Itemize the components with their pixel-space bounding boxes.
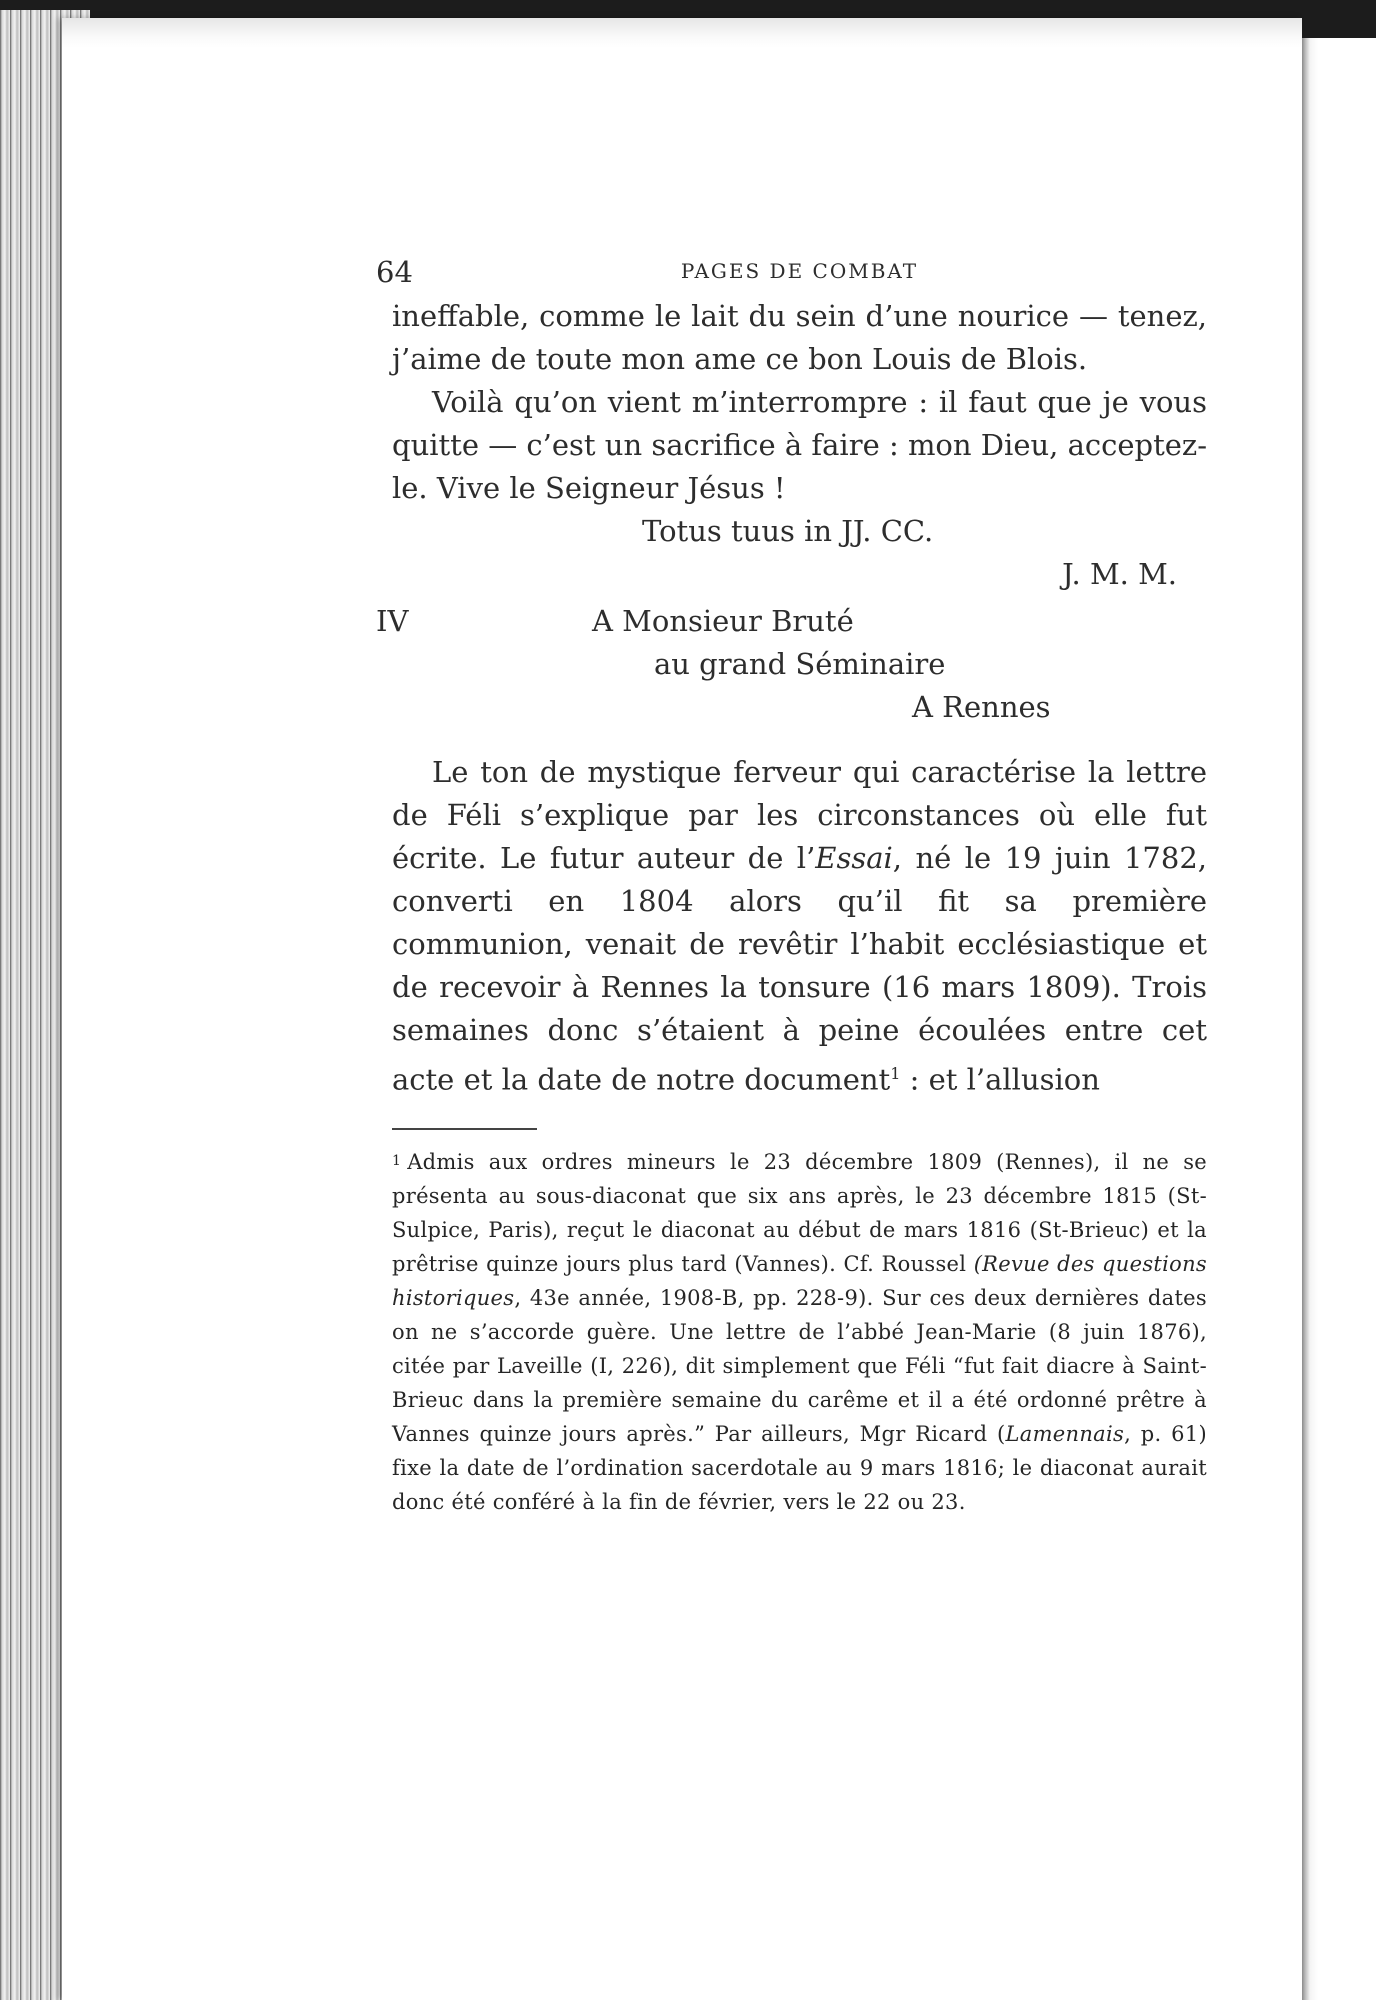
address-line-1: A Monsieur Bruté (592, 604, 854, 638)
section-number: IV (376, 604, 409, 638)
page-right-edge (1302, 38, 1376, 2000)
running-title: PAGES DE COMBAT (680, 259, 919, 283)
footnote-reference: 1 (890, 1064, 901, 1083)
commentary-text-2: , né le 19 juin 1782, converti en 1804 alors qu’il fit sa première communion, venait de revêtir l’habit ecclésiastique et de recevoir à Rennes la tonsure (16 mars 1809). Trois semaines donc s’étaient à peine écoulées entre cet acte et la date de notre document (392, 841, 1207, 1097)
page-top-edge (62, 18, 1302, 48)
letter-paragraph-2: Voilà qu’on vient m’interrompre : il faut que je vous quitte — c’est un sacrifice à faire : mon Dieu, acceptez-le. Vive le Seigneur Jésus ! (392, 385, 1207, 505)
footnote-text-3: , p. 61) fixe la date de l’ordination sacerdotale au 9 mars 1816; le diaconat aurait donc été conféré à la fin de février, vers le 22 ou 23. (392, 1421, 1207, 1514)
letter-closing: Totus tuus in JJ. CC. (642, 514, 934, 548)
commentary-title: Essai (815, 841, 893, 875)
footnote (392, 1144, 1207, 1519)
footnote-italic-2: Lamennais (1005, 1421, 1125, 1446)
letter-paragraph-1: ineffable, comme le lait du sein d’une nourice — tenez, j’aime de toute mon ame ce bon Louis de Blois. (392, 299, 1207, 376)
letter-signature: J. M. M. (1062, 557, 1177, 591)
commentary-paragraph (392, 751, 1207, 1102)
footnote-text-1: Admis aux ordres mineurs le 23 décembre 1809 (Rennes), il ne se présenta au sous-diaconat que six ans après, le 23 décembre 1815 (St-Sulpice, Paris), reçut le diaconat au début de mars 1816 (St-Brieuc) et la prêtrise quinze jours plus tard (Vannes). Cf. Roussel (392, 1149, 1207, 1276)
commentary-text-3: : et l’allusion (900, 1062, 1100, 1097)
footnote-text-2: , 43e année, 1908-B, pp. 228-9). Sur ces deux dernières dates on ne s’accorde guère. Une lettre de l’abbé Jean-Marie (8 juin 1876), citée par Laveille (I, 226), dit simplement que Féli “fut fait diacre à Saint-Brieuc dans la première semaine du carême et il a été ordonné prêtre à Vannes quinze jours après.” Par ailleurs, Mgr Ricard ( (392, 1285, 1207, 1446)
page-content (376, 255, 1207, 1519)
footnote-divider (392, 1128, 537, 1130)
running-head (376, 255, 1207, 295)
page-number: 64 (376, 255, 413, 289)
address-line-2: au grand Séminaire (654, 647, 946, 681)
commentary-text-1: Le ton de mystique ferveur qui caractérise la lettre de Féli s’explique par les circonstances où elle fut écrite. Le futur auteur de l’ (392, 755, 1207, 875)
footnote-mark: 1 (392, 1152, 402, 1169)
address-line-3: A Rennes (912, 690, 1051, 724)
footnote-italic-1: (Revue des questions historiques (392, 1251, 1207, 1310)
section-heading (376, 600, 1207, 729)
